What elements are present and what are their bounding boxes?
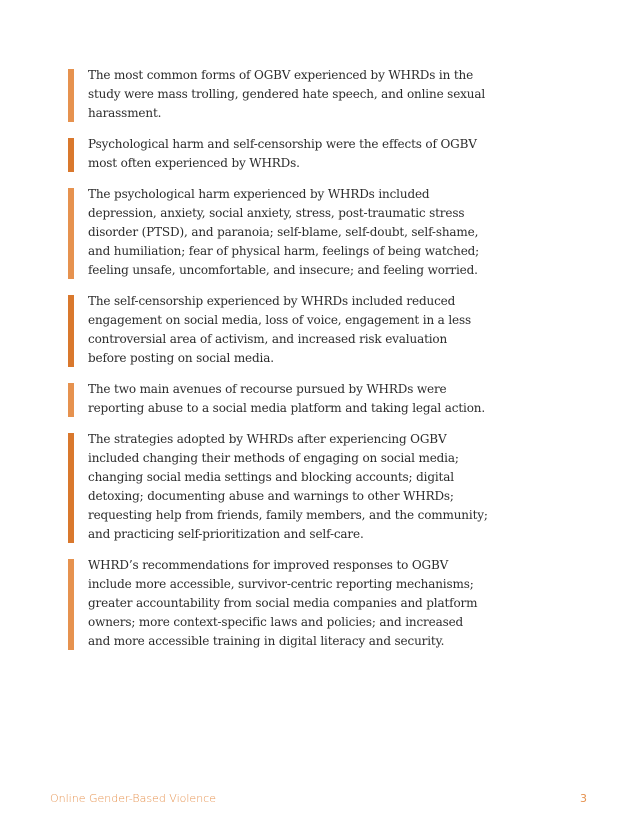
- finding-text: The self-censorship experienced by WHRDs included reduced engagement on social media, loss of voice, engagement in a less controversial area of activism, and increased risk evaluation before posting on social media.: [88, 294, 472, 365]
- finding-text: The psychological harm experienced by WHRDs included depression, anxiety, social anxiety, stress, post-traumatic stress disorder (PTSD), and paranoia; self-blame, self-doubt, self-shame, and humiliation; fear of physical harm, feelings of being watched; feeling unsafe, uncomfortable, and insecure; and feeling worried.: [88, 187, 480, 277]
- accent-bar: [68, 188, 74, 279]
- accent-bar: [68, 383, 74, 417]
- key-findings-list: [68, 66, 488, 663]
- finding-text: The strategies adopted by WHRDs after experiencing OGBV included changing their methods of engaging on social media; changing social media settings and blocking accounts; digital detoxing; documenting abuse and warnings to other WHRDs; requesting help from friends, family members, and the community; and practicing self-prioritization and self-care.: [88, 432, 488, 541]
- page-number: 3: [580, 792, 587, 805]
- accent-bar: [68, 295, 74, 367]
- accent-bar: [68, 138, 74, 172]
- accent-bar: [68, 69, 74, 122]
- finding-item: [68, 556, 488, 651]
- finding-item: [68, 292, 488, 368]
- finding-item: [68, 380, 488, 418]
- finding-item: [68, 135, 488, 173]
- footer-document-title: Online Gender-Based Violence: [50, 792, 216, 805]
- finding-item: [68, 430, 488, 544]
- accent-bar: [68, 433, 74, 543]
- finding-text: The two main avenues of recourse pursued by WHRDs were reporting abuse to a social media platform and taking legal action.: [88, 382, 486, 415]
- finding-text: The most common forms of OGBV experienced by WHRDs in the study were mass trolling, gendered hate speech, and online sexual harassment.: [88, 68, 486, 120]
- finding-item: [68, 185, 488, 280]
- accent-bar: [68, 559, 74, 650]
- finding-item: [68, 66, 488, 123]
- finding-text: WHRD’s recommendations for improved responses to OGBV include more accessible, survivor-centric reporting mechanisms; greater accountability from social media companies and platform owners; more context-specific laws and policies; and increased and more accessible training in digital literacy and security.: [88, 558, 478, 648]
- finding-text: Psychological harm and self-censorship were the effects of OGBV most often experienced by WHRDs.: [88, 137, 477, 170]
